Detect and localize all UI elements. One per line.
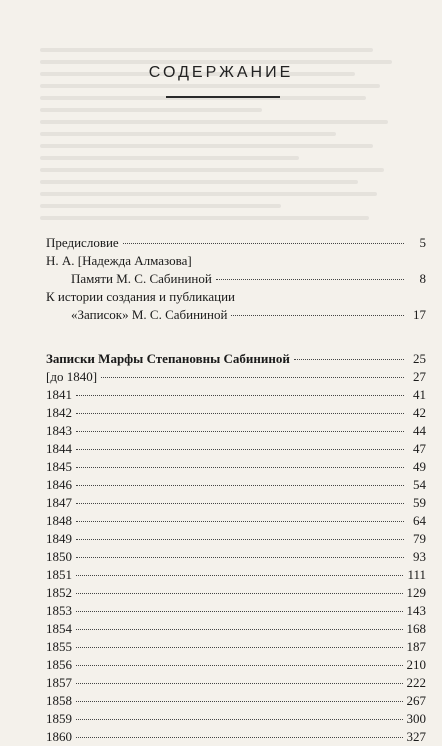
dot-leader xyxy=(101,377,404,378)
dot-leader xyxy=(76,683,403,684)
dot-leader xyxy=(76,413,404,414)
toc-entry-label: 1846 xyxy=(46,477,72,492)
dot-leader xyxy=(76,611,403,612)
toc-entry-label: 1845 xyxy=(46,459,72,474)
toc-entry-page: 222 xyxy=(406,675,426,690)
toc-entry-year[interactable] xyxy=(46,530,426,548)
toc-year-list xyxy=(46,368,426,746)
toc-entry-label: 1849 xyxy=(46,531,72,546)
toc-entry[interactable] xyxy=(46,234,426,252)
toc-entry[interactable] xyxy=(46,270,426,288)
toc-entry-page: 187 xyxy=(406,639,426,654)
toc-entry-year[interactable] xyxy=(46,728,426,746)
toc-entry-label: Записки Марфы Степановны Сабининой xyxy=(46,351,290,366)
toc-entry-page: 111 xyxy=(407,567,426,582)
toc-entry-year[interactable] xyxy=(46,404,426,422)
dot-leader xyxy=(294,359,404,360)
dot-leader xyxy=(76,575,403,576)
toc-entry-year[interactable] xyxy=(46,620,426,638)
toc-entry-year[interactable] xyxy=(46,638,426,656)
toc-entry-page: 327 xyxy=(406,729,426,744)
toc-entry-year[interactable] xyxy=(46,674,426,692)
toc-entry-label: [до 1840] xyxy=(46,369,98,384)
toc-entry-page: 210 xyxy=(406,657,426,672)
dot-leader xyxy=(76,701,403,702)
toc-entry-page: 41 xyxy=(413,387,426,402)
toc-entry-label: 1848 xyxy=(46,513,72,528)
toc-entry-label: Предисловие xyxy=(46,235,119,250)
toc-entry-page: 143 xyxy=(406,603,426,618)
table-of-contents xyxy=(46,234,426,746)
toc-entry-label: 1842 xyxy=(46,405,72,420)
toc-entry-label: 1852 xyxy=(46,585,72,600)
page-title: СОДЕРЖАНИЕ xyxy=(148,64,294,81)
toc-entry-label: 1856 xyxy=(46,657,72,672)
dot-leader xyxy=(76,485,404,486)
dot-leader xyxy=(123,243,404,244)
toc-entry-year[interactable] xyxy=(46,548,426,566)
dot-leader xyxy=(76,539,404,540)
toc-entry-year[interactable] xyxy=(46,440,426,458)
toc-entry-year[interactable] xyxy=(46,656,426,674)
toc-entry-page: 49 xyxy=(413,459,426,474)
toc-entry-year[interactable] xyxy=(46,386,426,404)
toc-entry-page: 64 xyxy=(413,513,426,528)
dot-leader xyxy=(216,279,404,280)
toc-entry-author: Н. А. [Надежда Алмазова] xyxy=(46,253,192,268)
toc-entry-page: 300 xyxy=(406,711,426,726)
dot-leader xyxy=(76,503,404,504)
toc-entry-year[interactable] xyxy=(46,692,426,710)
toc-entry-page: 17 xyxy=(413,307,426,322)
toc-entry-page: 25 xyxy=(413,351,426,366)
toc-entry-year[interactable] xyxy=(46,602,426,620)
toc-entry-year[interactable] xyxy=(46,476,426,494)
toc-entry-page: 79 xyxy=(413,531,426,546)
dot-leader xyxy=(231,315,404,316)
toc-entry-label: 1858 xyxy=(46,693,72,708)
dot-leader xyxy=(76,521,404,522)
toc-entry-year[interactable] xyxy=(46,710,426,728)
toc-entry-year[interactable] xyxy=(46,368,426,386)
toc-entry-label: Памяти М. С. Сабининой xyxy=(71,271,212,286)
toc-entry-page: 47 xyxy=(413,441,426,456)
toc-entry-label: 1855 xyxy=(46,639,72,654)
toc-entry-label: 1857 xyxy=(46,675,72,690)
dot-leader xyxy=(76,449,404,450)
toc-entry-label: «Записок» М. С. Сабининой xyxy=(71,307,228,322)
toc-entry-page: 267 xyxy=(406,693,426,708)
dot-leader xyxy=(76,557,404,558)
toc-entry-year[interactable] xyxy=(46,512,426,530)
toc-entry-label: 1860 xyxy=(46,729,72,744)
toc-entry-page: 27 xyxy=(413,369,426,384)
toc-entry-page: 42 xyxy=(413,405,426,420)
dot-leader xyxy=(76,719,403,720)
toc-entry-year[interactable] xyxy=(46,458,426,476)
toc-entry[interactable] xyxy=(46,306,426,324)
title-underline xyxy=(166,96,280,98)
toc-entry-label: 1850 xyxy=(46,549,72,564)
toc-entry-year[interactable] xyxy=(46,566,426,584)
dot-leader xyxy=(76,629,403,630)
toc-entry-page: 168 xyxy=(406,621,426,636)
dot-leader xyxy=(76,467,404,468)
toc-entry-label: 1843 xyxy=(46,423,72,438)
toc-entry-label: 1859 xyxy=(46,711,72,726)
toc-entry-label: 1844 xyxy=(46,441,72,456)
toc-entry-page: 5 xyxy=(419,235,426,250)
toc-entry-label-line1: К истории создания и публикации xyxy=(46,289,236,304)
toc-entry-label: 1847 xyxy=(46,495,72,510)
toc-entry-label: 1853 xyxy=(46,603,72,618)
toc-entry-label: 1851 xyxy=(46,567,72,582)
toc-entry-page: 54 xyxy=(413,477,426,492)
dot-leader xyxy=(76,431,404,432)
toc-entry-page: 59 xyxy=(413,495,426,510)
toc-entry-page: 129 xyxy=(406,585,426,600)
toc-entry-page: 8 xyxy=(419,271,426,286)
dot-leader xyxy=(76,593,403,594)
toc-entry-page: 93 xyxy=(413,549,426,564)
toc-entry-year[interactable] xyxy=(46,422,426,440)
toc-entry-page: 44 xyxy=(413,423,426,438)
toc-entry-label: 1854 xyxy=(46,621,72,636)
toc-entry-label: 1841 xyxy=(46,387,72,402)
dot-leader xyxy=(76,395,404,396)
toc-entry-year[interactable] xyxy=(46,494,426,512)
toc-entry-year[interactable] xyxy=(46,584,426,602)
toc-section-heading[interactable] xyxy=(46,350,426,368)
dot-leader xyxy=(76,665,403,666)
dot-leader xyxy=(76,647,403,648)
